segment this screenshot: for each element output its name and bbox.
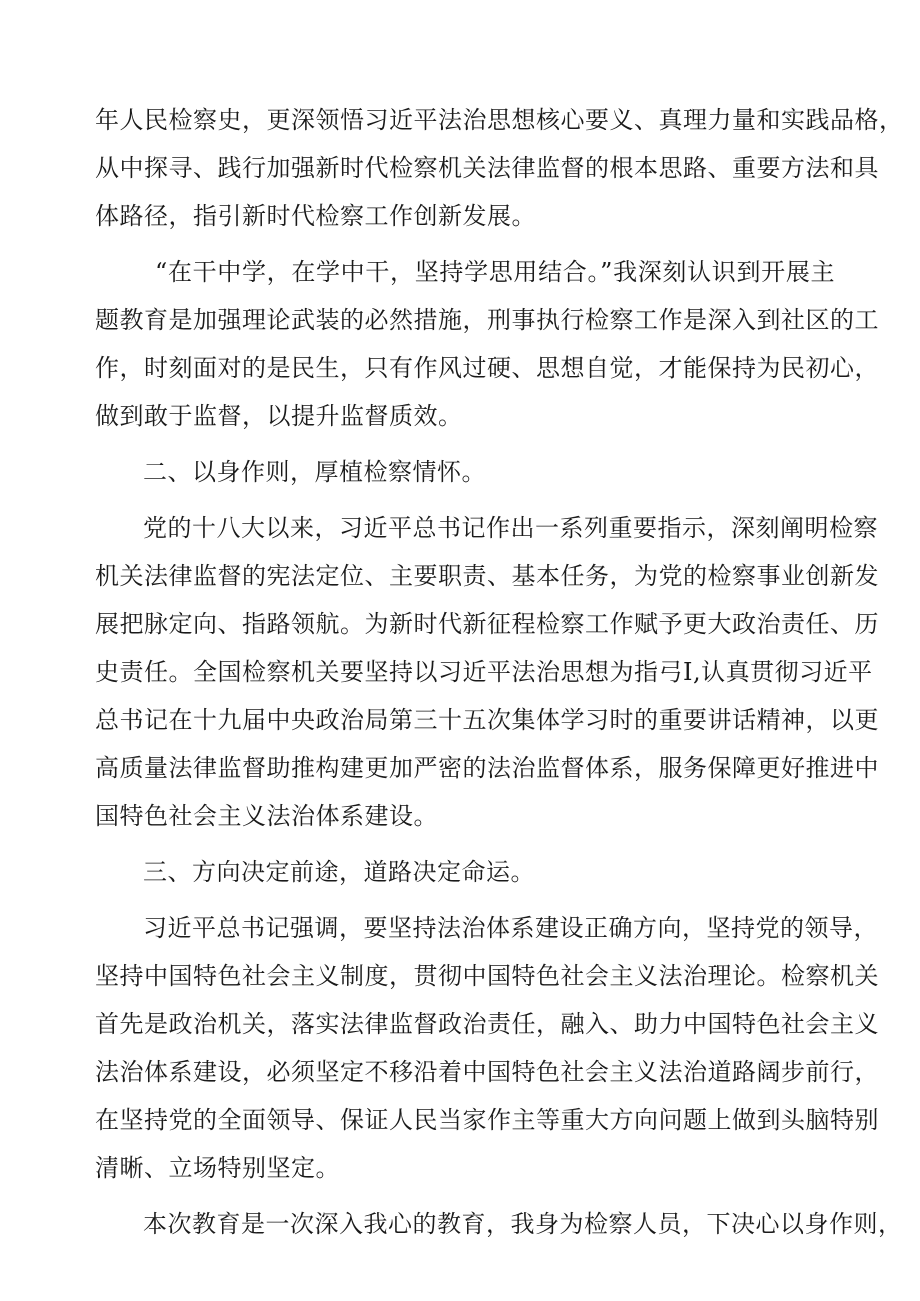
text-line: 作，时刻面对的是民生，只有作风过硬、思想自觉，才能保持为民初心， bbox=[95, 354, 879, 382]
text-line: 做到敢于监督，以提升监督质效。 bbox=[95, 402, 463, 430]
text-line: 法治体系建设，必须坚定不移沿着中国特色社会主义法治道路阔步前行， bbox=[95, 1058, 879, 1086]
text-line: 本次教育是一次深入我心的教育，我身为检察人员，下决心以身作则， bbox=[143, 1210, 903, 1238]
text-line: 总书记在十九届中央政治局第三十五次集体学习时的重要讲话精神，以更 bbox=[95, 706, 879, 734]
document-body bbox=[95, 96, 904, 1248]
text-line: 史责任。全国检察机关要坚持以习近平法治思想为指弓I,认真贯彻习近平 bbox=[95, 658, 873, 686]
section-heading bbox=[95, 448, 835, 496]
text-line: 党的十八大以来，习近平总书记作出一系列重要指示，深刻阐明检察 bbox=[143, 514, 878, 542]
text-line: 题教育是加强理论武装的必然措施，刑事执行检察工作是深入到社区的工 bbox=[95, 306, 879, 334]
paragraph bbox=[95, 504, 879, 840]
text-line: 三、方向决定前途，道路决定命运。 bbox=[143, 858, 535, 886]
text-line: 展把脉定向、指路领航。为新时代新征程检察工作赋予更大政治责任、历 bbox=[95, 610, 879, 638]
text-line: 从中探寻、践行加强新时代检察机关法律监督的根本思路、重要方法和具 bbox=[95, 154, 879, 182]
text-line: 国特色社会主义法治体系建设。 bbox=[95, 802, 438, 830]
paragraph bbox=[95, 904, 879, 1192]
text-line: 二、以身作则，厚植检察情怀。 bbox=[143, 458, 486, 486]
text-line: 习近平总书记强调，要坚持法治体系建设正确方向，坚持党的领导， bbox=[143, 914, 878, 942]
text-line: 在坚持党的全面领导、保证人民当家作主等重大方向问题上做到头脑特别 bbox=[95, 1106, 879, 1134]
paragraph bbox=[95, 248, 879, 440]
section-heading bbox=[95, 848, 835, 896]
text-line: 清晰、立场特别坚定。 bbox=[95, 1154, 340, 1182]
text-line: 年人民检察史，更深领悟习近平法治思想核心要义、真理力量和实践品格， bbox=[95, 106, 904, 134]
text-line: 坚持中国特色社会主义制度，贯彻中国特色社会主义法治理论。检察机关 bbox=[95, 962, 879, 990]
text-line: “在干中学，在学中干，坚持学思用结合。”我深刻认识到开展主 bbox=[155, 258, 835, 286]
text-line: 高质量法律监督助推构建更加严密的法治监督体系，服务保障更好推进中 bbox=[95, 754, 879, 782]
paragraph bbox=[95, 96, 904, 240]
text-line: 机关法律监督的宪法定位、主要职责、基本任务，为党的检察事业创新发 bbox=[95, 562, 879, 590]
paragraph bbox=[95, 1200, 903, 1248]
text-line: 首先是政治机关，落实法律监督政治责任，融入、助力中国特色社会主义 bbox=[95, 1010, 879, 1038]
text-line: 体路径，指引新时代检察工作创新发展。 bbox=[95, 202, 536, 230]
